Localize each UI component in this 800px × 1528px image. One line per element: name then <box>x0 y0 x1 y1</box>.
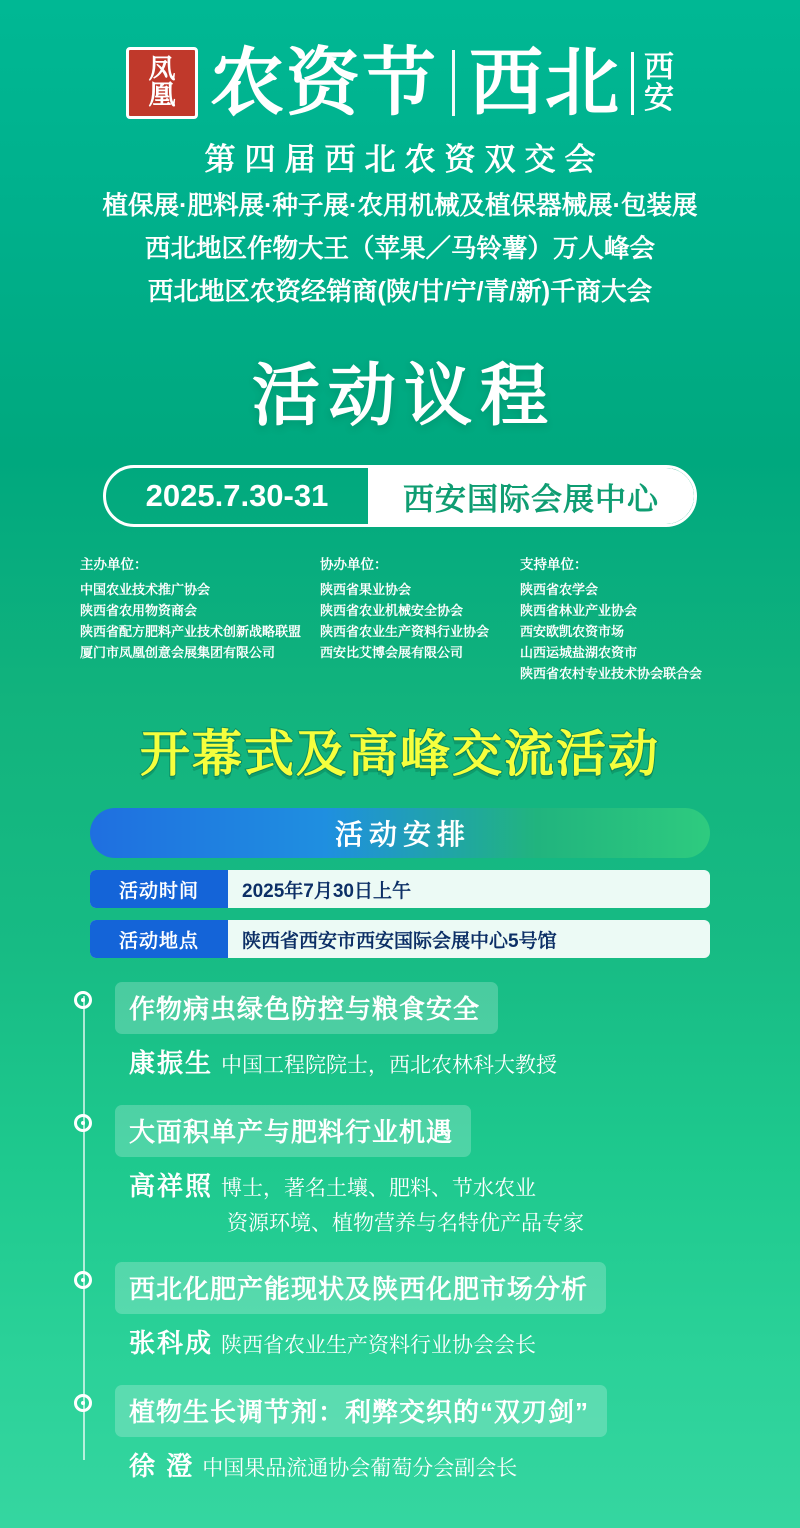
list-item <box>115 1385 745 1486</box>
speaker-name: 徐 澄 <box>129 1450 195 1481</box>
organizer-title: 主办单位： <box>80 557 148 572</box>
organizer-item: 中国农业技术推广协会 <box>80 582 211 597</box>
speaker-name: 张科成 <box>129 1327 214 1358</box>
organizer-item: 陕西省果业协会 <box>320 582 412 597</box>
speaker-title: 陕西省农业生产资料行业协会会长 <box>221 1333 537 1357</box>
info-value: 2025年7月30日上午 <box>242 880 411 902</box>
date-venue-pill <box>103 465 697 527</box>
schedule-bar: 活动安排 <box>90 808 710 858</box>
subtitle-dealers: 西北地区农资经销商(陕/甘/宁/青/新)千商大会 <box>147 278 653 306</box>
organizer-item: 陕西省配方肥料产业技术创新战略联盟 <box>80 624 302 640</box>
session-speaker <box>115 1044 745 1083</box>
organizer-item: 西安比艾博会展有限公司 <box>320 645 464 661</box>
organizer-item: 山西运城盐湖农资市 <box>520 645 638 661</box>
speaker-title: 博士，著名土壤、肥料、节水农业 <box>221 1177 537 1201</box>
organizer-item: 陕西省林业产业协会 <box>520 603 638 619</box>
list-item <box>115 1262 745 1363</box>
speaker-title: 中国工程院院士，西北农林科大教授 <box>221 1054 558 1078</box>
city-char-1: 西 <box>644 50 674 84</box>
organizer-item: 陕西省农业机械安全协会 <box>320 603 464 619</box>
seal-char-1: 凤 <box>148 54 176 85</box>
session-topic: 西北化肥产能现状及陕西化肥市场分析 <box>115 1262 606 1314</box>
info-label: 活动时间 <box>90 870 228 908</box>
organizer-item: 西安欧凯农资市场 <box>520 624 625 640</box>
organizer-title: 协办单位： <box>320 557 388 572</box>
city-title <box>631 52 674 115</box>
timeline-axis <box>83 996 85 1460</box>
seal-char-2: 凰 <box>148 80 176 110</box>
subtitle-exhibits: 植保展·肥料展·种子展·农用机械及植保器械展·包装展 <box>102 192 698 220</box>
info-row-time <box>90 870 710 908</box>
section-heading: 开幕式及高峰交流活动 <box>140 726 660 783</box>
subtitle-summit: 西北地区作物大王（苹果／马铃薯）万人峰会 <box>144 235 655 263</box>
speaker-title-extra: 资源环境、植物营养与名特优产品专家 <box>227 1212 584 1236</box>
agenda-timeline <box>55 982 745 1486</box>
session-topic: 植物生长调节剂：利弊交织的“双刃剑” <box>115 1385 607 1437</box>
timeline-dot-icon <box>74 991 92 1009</box>
info-row-place <box>90 920 710 958</box>
organizer-column-supporter <box>520 553 720 684</box>
speaker-name: 高祥照 <box>129 1171 214 1202</box>
timeline-dot-icon <box>74 1114 92 1132</box>
organizer-item: 陕西省农用物资商会 <box>80 603 198 619</box>
session-speaker <box>115 1447 745 1486</box>
speaker-name: 康振生 <box>129 1048 214 1079</box>
page-title: 活动议程 <box>251 358 556 434</box>
session-speaker <box>115 1167 745 1240</box>
region-title: 西北 <box>469 41 621 124</box>
brand-title: 农资节 <box>210 41 438 124</box>
session-topic: 作物病虫绿色防控与粮食安全 <box>115 982 498 1034</box>
timeline-dot-icon <box>74 1271 92 1289</box>
subtitle-edition: 第四届西北农资双交会 <box>204 142 605 177</box>
list-item <box>115 982 745 1083</box>
session-speaker <box>115 1324 745 1363</box>
city-char-2: 安 <box>644 82 674 115</box>
list-item <box>115 1105 745 1240</box>
organizer-item: 陕西省农业生产资料行业协会 <box>320 624 490 640</box>
speaker-title: 中国果品流通协会葡萄分会副会长 <box>202 1456 518 1480</box>
session-topic: 大面积单产与肥料行业机遇 <box>115 1105 471 1157</box>
organizer-column-host <box>80 553 320 684</box>
info-label: 活动地点 <box>90 920 228 958</box>
logo-divider <box>452 50 455 116</box>
header-logo-row <box>0 0 800 124</box>
organizer-title: 支持单位： <box>520 557 588 572</box>
timeline-dot-icon <box>74 1394 92 1412</box>
info-value: 陕西省西安市西安国际会展中心5号馆 <box>242 930 557 952</box>
organizer-column-coorganizer <box>320 553 520 684</box>
organizer-item: 厦门市凤凰创意会展集团有限公司 <box>80 645 276 661</box>
event-venue: 西安国际会展中心 <box>368 468 694 524</box>
organizer-item: 陕西省农村专业技术协会联合会 <box>520 666 703 682</box>
organizers-block <box>80 553 720 684</box>
event-date: 2025.7.30-31 <box>145 478 329 513</box>
subtitle-block <box>0 134 800 308</box>
organizer-item: 陕西省农学会 <box>520 582 599 597</box>
phoenix-seal-icon <box>126 47 198 119</box>
